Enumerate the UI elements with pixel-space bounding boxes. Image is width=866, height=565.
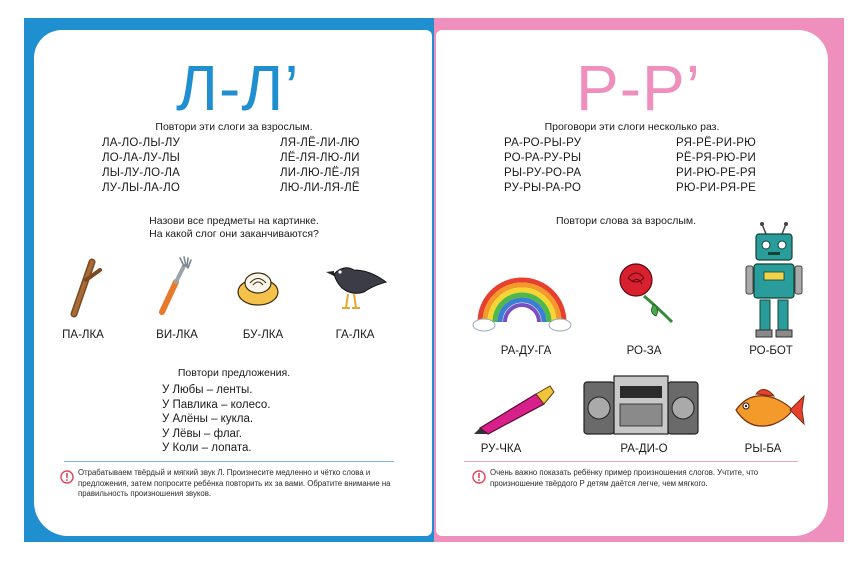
sentence: У Любы – ленты. xyxy=(162,384,253,396)
instruction-line: Назови все предметы на картинке. xyxy=(149,215,319,227)
caption-jackdaw: ГА-ЛКА xyxy=(335,329,375,341)
robot-icon xyxy=(744,220,804,340)
book-spread xyxy=(24,18,844,542)
sentence-list xyxy=(162,383,271,456)
left-instruction-sentences: Повтори предложения. xyxy=(177,367,291,379)
sentence: У Коли – лопата. xyxy=(162,442,252,454)
syllable-row: РЫ-РУ-РО-РА xyxy=(504,167,582,179)
left-page-title: Л-Л’ xyxy=(176,52,300,124)
right-parent-note: Очень важно показать ребёнку пример произношения слогов. Учтите, что произношение твёрдого Р детям даётся легче, чем мягкого. xyxy=(490,468,759,488)
syllable-row: РЁ-РЯ-РЮ-РИ xyxy=(676,152,756,164)
syllable-row: ЛЮ-ЛИ-ЛЯ-ЛЁ xyxy=(280,182,360,194)
right-page-title: Р-Р’ xyxy=(576,52,701,124)
bun-icon xyxy=(234,268,282,308)
syllable-row: РУ-РЫ-РА-РО xyxy=(504,182,582,194)
caption-radio: РА-ДИ-О xyxy=(620,443,668,455)
sentence: У Павлика – колесо. xyxy=(162,398,271,411)
left-instruction-syllables: Повтори эти слоги за взрослым. xyxy=(155,121,313,133)
attention-icon xyxy=(60,470,74,484)
instruction-line: На какой слог они заканчиваются? xyxy=(149,228,319,240)
syllable-row: РА-РО-РЫ-РУ xyxy=(504,137,582,149)
right-note-divider xyxy=(464,461,798,462)
caption-robot: РО-БОТ xyxy=(749,345,793,357)
caption-rose: РО-ЗА xyxy=(626,345,662,357)
caption-bun: БУ-ЛКА xyxy=(242,329,284,341)
right-instruction-words: Повтори слова за взрослым. xyxy=(555,215,697,227)
left-instruction-pictures xyxy=(94,215,374,241)
left-syllables-column-2 xyxy=(280,136,360,196)
pen-icon xyxy=(472,382,558,436)
caption-fish: РЫ-БА xyxy=(744,443,782,455)
left-note-divider xyxy=(64,461,394,462)
caption-fork: ВИ-ЛКА xyxy=(156,329,198,341)
syllable-row: РЯ-РЁ-РИ-РЮ xyxy=(676,137,756,149)
jackdaw-icon xyxy=(324,256,394,312)
sentence: У Лёвы – флаг. xyxy=(162,427,242,440)
caption-stick: ПА-ЛКА xyxy=(62,329,104,341)
caption-pen: РУ-ЧКА xyxy=(480,443,522,455)
left-page xyxy=(34,30,432,536)
fish-icon xyxy=(730,384,806,438)
right-syllables-column-2 xyxy=(676,136,756,196)
rainbow-icon xyxy=(472,270,572,332)
right-page xyxy=(436,30,828,536)
syllable-row: ЛИ-ЛЮ-ЛЁ-ЛЯ xyxy=(280,167,360,179)
syllable-row: РЮ-РИ-РЯ-РЕ xyxy=(676,182,756,194)
syllable-row: ЛЁ-ЛЯ-ЛЮ-ЛИ xyxy=(280,152,360,164)
syllable-row: ЛО-ЛА-ЛУ-ЛЫ xyxy=(102,152,180,164)
left-syllables-column-1 xyxy=(102,136,180,196)
right-syllables-column-1 xyxy=(504,136,581,196)
attention-icon xyxy=(472,470,486,484)
caption-rainbow: РА-ДУ-ГА xyxy=(500,345,552,357)
sentence: У Алёны – кукла. xyxy=(162,413,254,425)
syllable-row: ЛА-ЛО-ЛЫ-ЛУ xyxy=(102,137,180,149)
syllable-row: ЛЫ-ЛУ-ЛО-ЛА xyxy=(102,167,180,179)
syllable-row: РО-РА-РУ-РЫ xyxy=(504,152,582,164)
syllable-row: ЛУ-ЛЫ-ЛА-ЛО xyxy=(102,182,180,194)
syllable-row: ЛЯ-ЛЁ-ЛИ-ЛЮ xyxy=(280,137,360,149)
syllable-row: РИ-РЮ-РЕ-РЯ xyxy=(676,167,756,179)
stick-icon xyxy=(66,256,106,318)
left-parent-note: Отрабатываем твёрдый и мягкий звук Л. Произнесите медленно и чётко слова и предложения, затем попросите ребёнка повторить их за вами. Обратите внимание на правильность произношения звуков. xyxy=(78,468,391,498)
fork-icon xyxy=(154,254,194,316)
right-instruction-syllables: Проговори эти слоги несколько раз. xyxy=(544,121,720,133)
rose-icon xyxy=(614,260,680,326)
radio-icon xyxy=(582,374,700,436)
